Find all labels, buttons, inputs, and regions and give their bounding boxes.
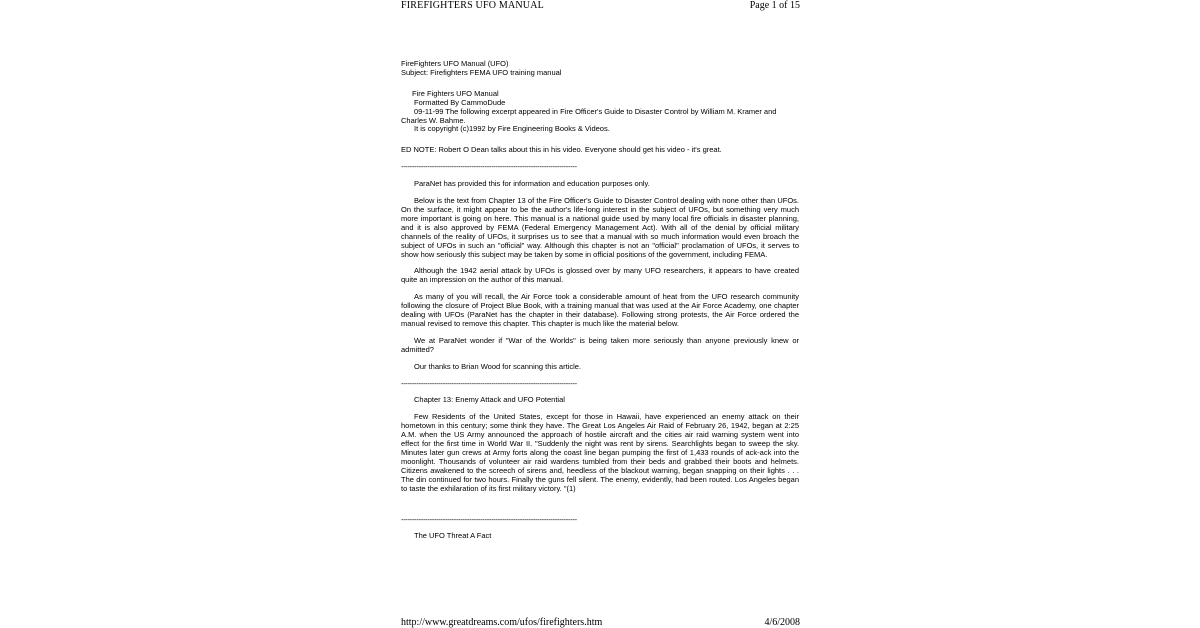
ed-note: ED NOTE: Robert O Dean talks about this in his video. Everyone should get his video - it's great. — [401, 145, 722, 155]
doc-formatted-by: Formatted By CammoDude — [414, 97, 506, 107]
section-heading: The UFO Threat A Fact — [414, 531, 492, 541]
divider-line: -------------------------------------------------------------------------------- — [401, 515, 577, 524]
doc-copyright: It is copyright (c)1992 by Fire Engineering Books & Videos. — [414, 124, 610, 134]
chapter-heading: Chapter 13: Enemy Attack and UFO Potential — [414, 395, 565, 405]
doc-heading: Fire Fighters UFO Manual — [412, 88, 499, 98]
document-body — [401, 60, 799, 541]
paragraph: As many of you will recall, the Air Force took a considerable amount of heat from the UFO research community following the closure of Project Blue Book, with a training manual that was used at the Air Force Academy, one chapter dealing with UFOs (ParaNet has the chapter in their database). Following strong protests, the Air Force ordered the manual revised to remove this chapter. This chapter is much like the material below. — [401, 292, 799, 328]
doc-subject-line: Subject: Firefighters FEMA UFO training manual — [401, 67, 562, 77]
divider-line: -------------------------------------------------------------------------------- — [401, 163, 577, 172]
page-url: http://www.greatdreams.com/ufos/firefighters.htm — [401, 617, 603, 628]
document-header-title: FIREFIGHTERS UFO MANUAL — [401, 0, 544, 11]
paragraph: We at ParaNet wonder if "War of the Worlds" is being taken more seriously than anyone previously knew or admitted? — [401, 335, 799, 354]
divider-line: -------------------------------------------------------------------------------- — [401, 379, 577, 388]
page-number: Page 1 of 15 — [749, 0, 800, 11]
paragraph: Below is the text from Chapter 13 of the Fire Officer's Guide to Disaster Control dealing with none other than UFOs. On the surface, it might appear to be the author's life-long interest in the subject of UFOs, but something very much more important is going on here. This manual is a national guide used by many local fire officials in disaster planning, and it is also approved by FEMA (Federal Emergency Management Act). With all of the denial by official military channels of the reality of UFOs, it surprises us to see that a manual with so much information would even broach the subject of UFOs in such an "official" way. Although this chapter is not an "official" proclamation of UFOs, it serves to show how seriously this subject may be taken by some in official positions of the government, including FEMA. — [401, 196, 799, 259]
paragraph: Few Residents of the United States, except for those in Hawaii, have experienced an enemy attack on their hometown in this century; some think they have. The Great Los Angeles Air Raid of February 26, 1942, began at 2:25 A.M. when the US Army announced the approach of hostile aircraft and the cities air raid warning system went into effect for the first time in World War II. "Suddenly the night was rent by sirens. Searchlights began to sweep the sky. Minutes later gun crews at Army forts along the coast line began pumping the first of 1,433 rounds of ack-ack into the moonlight. Thousands of volunteer air raid wardens tumbled from their beds and grabbed their boots and helmets. Citizens awakened to the screech of sirens and, heedless of the blackout warning, began snapping on their lights . . . The din continued for two hours. Finally the guns fell silent. The enemy, evidently, had been routed. Los Angeles began to taste the exhilaration of its first military victory. "(1) — [401, 412, 799, 493]
print-date: 4/6/2008 — [764, 617, 800, 628]
paranet-notice: ParaNet has provided this for information and education purposes only. — [414, 179, 650, 189]
doc-title-line: FireFighters UFO Manual (UFO) — [401, 59, 509, 68]
paragraph: Our thanks to Brian Wood for scanning this article. — [414, 361, 582, 371]
doc-excerpt-intro: 09-11-99 The following excerpt appeared in Fire Officer's Guide to Disaster Control by William M. Kramer and Charles W. Bahme. — [401, 106, 777, 125]
paragraph: Although the 1942 aerial attack by UFOs is glossed over by many UFO researchers, it appears to have created quite an impression on the author of this manual. — [401, 266, 799, 285]
